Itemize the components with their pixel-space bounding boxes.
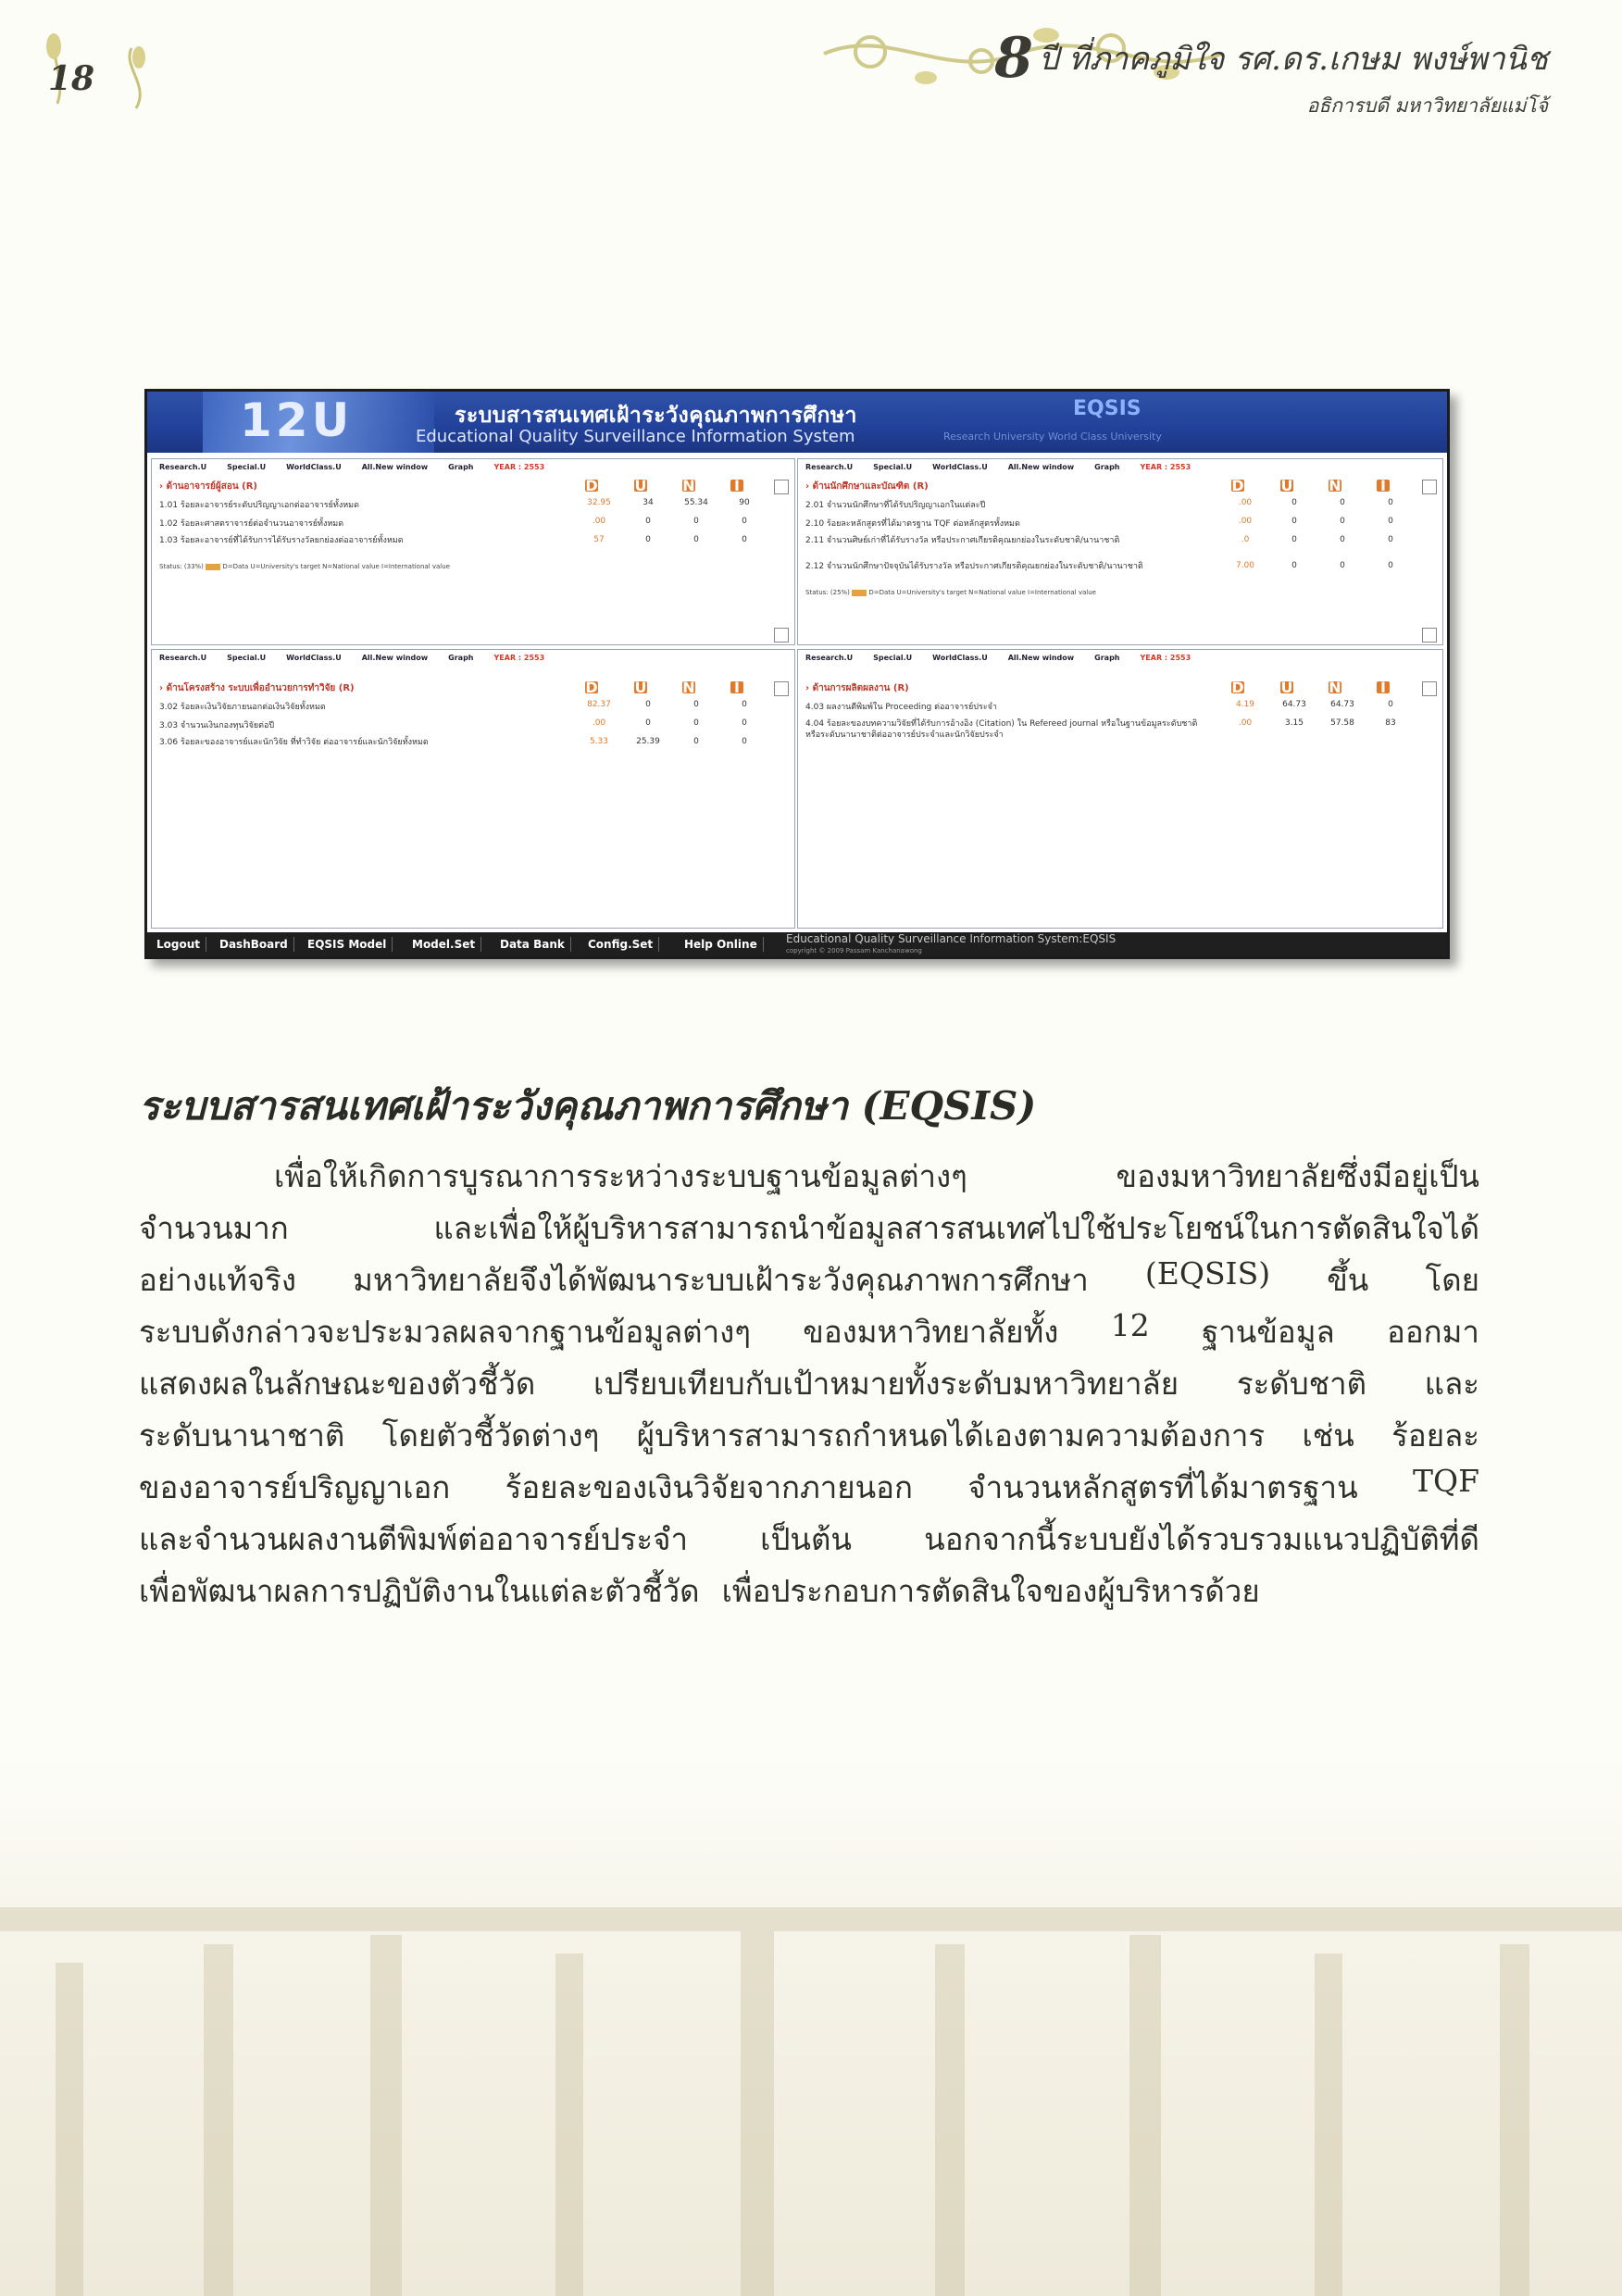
text-segment: มหาวิทยาลัยจึงได้พัฒนาระบบเฝ้าระวังคุณภาพการศึกษา — [353, 1262, 1089, 1298]
app-logo — [203, 392, 434, 453]
value-d: 57 — [593, 535, 605, 544]
indicator-row[interactable] — [805, 700, 1435, 713]
nav-help-online[interactable]: Help Online — [679, 937, 764, 952]
value-i: 0 — [1388, 700, 1393, 709]
value-i: 90 — [739, 498, 750, 507]
value-n: 64.73 — [1330, 700, 1354, 709]
status-legend — [159, 563, 450, 570]
column-badge-u: U — [1280, 679, 1293, 696]
value-u: 0 — [1291, 535, 1297, 544]
text-segment: เพื่อพัฒนาผลการปฏิบัติงานในแต่ละตัวชี้วัด — [139, 1573, 700, 1609]
value-n: 0 — [693, 700, 699, 709]
column-badge-d: D — [585, 477, 598, 494]
footer-copyright: copyright © 2009 Passam Kanchanawong — [786, 947, 922, 955]
indicator-panel — [797, 649, 1443, 929]
indicator-label: 2.10 ร้อยละหลักสูตรที่ได้มาตรฐาน TQF ต่อหลักสูตรทั้งหมด — [805, 519, 1020, 529]
indicator-row[interactable] — [805, 561, 1435, 574]
text-segment: (EQSIS) — [1144, 1255, 1271, 1292]
panel-checkbox[interactable] — [1422, 681, 1437, 696]
legend-text: D=Data U=University's target N=National value I=International value — [867, 589, 1096, 596]
paragraph-line — [139, 1255, 1479, 1304]
page-number: 18 — [48, 59, 95, 98]
value-n: 0 — [1340, 498, 1345, 507]
indicator-label: 2.01 จำนวนนักศึกษาที่ได้รับปริญญาเอกในแต่ละปี — [805, 501, 986, 510]
panel-checkbox[interactable] — [1422, 480, 1437, 494]
text-segment: ระบบดังกล่าวจะประมวลผลจากฐานข้อมูลต่างๆ — [139, 1314, 751, 1350]
panel-tab[interactable]: All.New window — [361, 654, 429, 662]
column-badge-i: I — [730, 480, 743, 492]
panel-tab-bar — [159, 463, 565, 471]
header-number: 8 — [994, 26, 1033, 91]
text-segment: เป็นต้น — [760, 1521, 852, 1557]
column-badge-i: I — [1377, 681, 1390, 693]
text-segment: อย่างแท้จริง — [139, 1262, 296, 1298]
value-i: 0 — [1388, 498, 1393, 507]
value-n: 0 — [693, 517, 699, 526]
panel-heading[interactable]: › ด้านการผลิตผลงาน (R) — [805, 683, 909, 693]
value-n: 0 — [1340, 561, 1345, 570]
indicator-row[interactable] — [159, 535, 787, 548]
panel-tab[interactable]: WorldClass.U — [286, 654, 342, 662]
text-segment: นอกจากนี้ระบบยังได้รวบรวมแนวปฏิบัติที่ดี — [924, 1521, 1479, 1557]
panel-heading[interactable]: › ด้านโครงสร้าง ระบบเพื่ออำนวยการทำวิจัย (R) — [159, 683, 355, 693]
status-bar — [852, 590, 867, 596]
indicator-panel — [151, 649, 795, 929]
value-u: 0 — [1291, 517, 1297, 526]
header-subtitle: อธิการบดี มหาวิทยาลัยแม่โจ้ — [1306, 94, 1548, 117]
value-u: 3.15 — [1284, 718, 1304, 728]
value-i: 0 — [742, 517, 747, 526]
indicator-label: 4.04 ร้อยละของบทความวิจัยที่ได้รับการอ้างอิง (Citation) ใน Refereed journal หรือในฐานข้อมูลระดับชาติ หรือระดับนานาชาติต่ออาจารย์ประจำและนักวิจัยประจำ — [805, 719, 1198, 740]
value-d: .00 — [1238, 718, 1253, 728]
app-title-english: Educational Quality Surveillance Information System — [416, 427, 855, 446]
legend-text: D=Data U=University's target N=National value I=International value — [220, 563, 450, 570]
column-badge-n: N — [682, 679, 695, 696]
value-u: 0 — [1291, 561, 1297, 570]
year-label: YEAR : 2553 — [1140, 654, 1192, 662]
header-title-text: ปี ที่ภาคภูมิใจ รศ.ดร.เกษม พงษ์พานิช — [1038, 41, 1548, 78]
indicator-row[interactable] — [805, 535, 1435, 548]
value-n: 55.34 — [684, 498, 708, 507]
value-d: 4.19 — [1235, 700, 1255, 709]
column-badge-d: D — [1231, 477, 1244, 494]
app-banner — [147, 392, 1447, 453]
value-n: 0 — [693, 737, 699, 746]
value-n: 0 — [1340, 517, 1345, 526]
paragraph-line — [139, 1515, 1479, 1564]
text-segment: ร้อยละ — [1391, 1417, 1479, 1454]
indicator-row[interactable] — [159, 737, 787, 750]
text-segment: ขึ้น — [1327, 1262, 1369, 1298]
text-segment: TQF — [1413, 1463, 1479, 1499]
value-i: 0 — [1388, 517, 1393, 526]
column-badge-n: N — [1329, 477, 1341, 494]
column-badge-u: U — [1280, 477, 1293, 494]
indicator-label: 2.11 จำนวนศิษย์เก่าที่ได้รับรางวัล หรือประกาศเกียรติคุณยกย่องในระดับชาติ/นานาชาติ — [805, 536, 1120, 545]
nav-eqsis-model[interactable]: EQSIS Model — [302, 937, 393, 952]
value-i: 0 — [742, 718, 747, 728]
eqsis-screenshot — [144, 389, 1450, 959]
bottom-nav-bar — [147, 932, 1447, 956]
value-u: 64.73 — [1282, 700, 1306, 709]
text-segment: ฐานข้อมูล — [1202, 1314, 1335, 1350]
indicator-label: 3.02 ร้อยละเงินวิจัยภายนอกต่อเงินวิจัยทั้งหมด — [159, 703, 326, 712]
text-segment: จำนวนมาก — [139, 1210, 289, 1246]
value-n: 57.58 — [1330, 718, 1354, 728]
text-segment: เปรียบเทียบกับเป้าหมายทั้งระดับมหาวิทยาลัย — [593, 1366, 1179, 1402]
footer-system-name: Educational Quality Surveillance Information System:EQSIS — [786, 932, 1117, 945]
value-i: 0 — [742, 737, 747, 746]
text-segment: และจำนวนผลงานตีพิมพ์ต่ออาจารย์ประจำ — [139, 1521, 688, 1557]
indicator-row[interactable] — [805, 718, 1435, 740]
indicator-row[interactable] — [805, 517, 1435, 530]
text-segment: ออกมา — [1387, 1314, 1479, 1350]
indicator-row[interactable] — [805, 498, 1435, 511]
value-u: 34 — [643, 498, 654, 507]
text-segment: ของมหาวิทยาลัยทั้ง — [803, 1314, 1059, 1350]
indicator-label: 2.12 จำนวนนักศึกษาปัจจุบันได้รับรางวัล หรือประกาศเกียรติคุณยกย่องในระดับชาติ/นานาชาติ — [805, 562, 1143, 571]
value-d: .00 — [592, 718, 606, 728]
header-title — [994, 26, 1548, 91]
text-segment: ของมหาวิทยาลัยซึ่งมีอยู่เป็น — [1116, 1158, 1479, 1194]
column-badge-d: D — [1231, 679, 1244, 696]
building-watermark — [0, 1907, 1622, 2296]
text-segment: 12 — [1110, 1307, 1150, 1343]
panel-tab[interactable]: Special.U — [873, 463, 913, 471]
value-n: 0 — [1340, 535, 1345, 544]
indicator-label: 1.01 ร้อยละอาจารย์ระดับปริญญาเอกต่ออาจารย์ทั้งหมด — [159, 501, 359, 510]
text-segment: เพื่อให้เกิดการบูรณาการระหว่างระบบฐานข้อมูลต่างๆ — [274, 1158, 967, 1194]
panel-tab[interactable]: Special.U — [873, 654, 913, 662]
value-n: 0 — [693, 718, 699, 728]
value-i: 0 — [742, 700, 747, 709]
panel-tab[interactable]: All.New window — [1007, 463, 1075, 471]
indicator-panel — [151, 458, 795, 645]
text-segment: ระดับชาติ — [1236, 1366, 1367, 1402]
value-d: 5.33 — [589, 737, 609, 746]
indicator-row[interactable] — [159, 700, 787, 713]
column-badge-d: D — [585, 679, 598, 696]
status-bar — [206, 564, 220, 570]
nav-config-set[interactable]: Config.Set — [582, 937, 659, 952]
column-badge-u: U — [634, 477, 647, 494]
panel-tab-bar — [805, 463, 1211, 471]
column-badge-i: I — [730, 681, 743, 693]
column-badge-u: U — [634, 679, 647, 696]
text-segment: ของอาจารย์ปริญญาเอก — [139, 1469, 451, 1505]
panel-tab[interactable]: Graph — [448, 463, 474, 471]
indicator-label: 3.06 ร้อยละของอาจารย์และนักวิจัย ที่ทำวิจัย ต่ออาจารย์และนักวิจัยทั้งหมด — [159, 738, 429, 747]
panel-tab-bar — [159, 654, 565, 662]
paragraph-line — [139, 1204, 1479, 1253]
text-segment: แสดงผลในลักษณะของตัวชี้วัด — [139, 1366, 536, 1402]
text-segment: ร้อยละของเงินวิจัยจากภายนอก — [505, 1469, 913, 1505]
panel-tab[interactable]: WorldClass.U — [932, 654, 988, 662]
eqsis-brand-sub: Research University World Class University — [943, 430, 1162, 443]
panel-tab[interactable]: Special.U — [227, 463, 267, 471]
indicator-panel — [797, 458, 1443, 645]
eqsis-brand: EQSIS — [1073, 397, 1142, 420]
text-segment: จำนวนหลักสูตรที่ได้มาตรฐาน — [967, 1469, 1358, 1505]
indicator-row[interactable] — [159, 718, 787, 731]
status-text: Status: (25%) — [805, 589, 853, 596]
value-n: 0 — [693, 535, 699, 544]
panel-tab[interactable]: Research.U — [805, 463, 854, 471]
panel-tab[interactable]: Special.U — [227, 654, 267, 662]
paragraph-line — [274, 1152, 1479, 1201]
panel-tab[interactable]: WorldClass.U — [932, 463, 988, 471]
panel-corner-checkbox[interactable] — [1422, 628, 1437, 643]
value-d: .00 — [1238, 498, 1253, 507]
indicator-row[interactable] — [159, 517, 787, 530]
value-u: 0 — [645, 700, 651, 709]
value-d: .0 — [1241, 535, 1250, 544]
text-segment: เพื่อประกอบการตัดสินใจของผู้บริหารด้วย — [721, 1573, 1260, 1609]
panel-tab[interactable]: Research.U — [805, 654, 854, 662]
year-label: YEAR : 2553 — [1140, 463, 1192, 471]
panel-tab[interactable]: Research.U — [159, 654, 207, 662]
value-u: 25.39 — [636, 737, 660, 746]
value-i: 0 — [1388, 535, 1393, 544]
panel-tab[interactable]: Graph — [448, 654, 474, 662]
paragraph-line — [139, 1307, 1479, 1356]
running-header — [994, 26, 1548, 121]
panel-tab[interactable]: Graph — [1094, 463, 1120, 471]
panel-tab[interactable]: Research.U — [159, 463, 207, 471]
nav-dashboard[interactable]: DashBoard — [214, 937, 294, 952]
panel-tab-bar — [805, 654, 1211, 662]
value-d: 82.37 — [587, 700, 611, 709]
value-i: 83 — [1385, 718, 1396, 728]
column-badge-n: N — [682, 477, 695, 494]
text-segment: เช่น — [1302, 1417, 1354, 1454]
text-segment: และ — [1424, 1366, 1479, 1402]
indicator-label: 1.03 ร้อยละอาจารย์ที่ได้รับการได้รับรางวัลยกย่องต่ออาจารย์ทั้งหมด — [159, 536, 404, 545]
panel-tab[interactable]: WorldClass.U — [286, 463, 342, 471]
value-i: 0 — [1388, 561, 1393, 570]
value-u: 0 — [645, 517, 651, 526]
value-d: 7.00 — [1235, 561, 1255, 570]
paragraph-line — [139, 1359, 1479, 1408]
value-u: 0 — [645, 718, 651, 728]
value-u: 0 — [645, 535, 651, 544]
panel-heading[interactable]: › ด้านนักศึกษาและบัณฑิต (R) — [805, 481, 929, 492]
indicator-label: 1.02 ร้อยละศาสตราจารย์ต่อจำนวนอาจารย์ทั้งหมด — [159, 519, 344, 529]
value-d: 32.95 — [587, 498, 611, 507]
indicator-label: 4.03 ผลงานตีพิมพ์ใน Proceeding ต่ออาจารย์ประจำ — [805, 703, 997, 712]
indicator-label: 3.03 จำนวนเงินกองทุนวิจัยต่อปี — [159, 721, 275, 730]
text-segment: โดยตัวชี้วัดต่างๆ — [381, 1417, 600, 1454]
panel-heading[interactable]: › ด้านอาจารย์ผู้สอน (R) — [159, 481, 258, 492]
status-text: Status: (33%) — [159, 563, 206, 570]
panel-corner-checkbox[interactable] — [774, 628, 789, 643]
article-title: ระบบสารสนเทศเฝ้าระวังคุณภาพการศึกษา (EQSIS) — [139, 1083, 1037, 1129]
paragraph-line — [139, 1566, 1479, 1616]
text-segment: ผู้บริหารสามารถกำหนดได้เองตามความต้องการ — [636, 1417, 1266, 1454]
column-badge-n: N — [1329, 679, 1341, 696]
indicator-row[interactable] — [159, 498, 787, 511]
value-u: 0 — [1291, 498, 1297, 507]
app-title-thai: ระบบสารสนเทศเฝ้าระวังคุณภาพการศึกษา — [455, 404, 857, 428]
panel-checkbox[interactable] — [774, 480, 789, 494]
nav-model-set[interactable]: Model.Set — [406, 937, 481, 952]
value-d: .00 — [592, 517, 606, 526]
year-label: YEAR : 2553 — [493, 463, 545, 471]
logo-text: 12U — [240, 393, 354, 447]
paragraph-line — [139, 1411, 1479, 1460]
column-badge-i: I — [1377, 480, 1390, 492]
value-i: 0 — [742, 535, 747, 544]
status-legend — [805, 589, 1096, 596]
panel-tab[interactable]: All.New window — [361, 463, 429, 471]
year-label: YEAR : 2553 — [493, 654, 545, 662]
nav-logout[interactable]: Logout — [151, 937, 206, 952]
text-segment: ระดับนานาชาติ — [139, 1417, 345, 1454]
panel-checkbox[interactable] — [774, 681, 789, 696]
value-d: .00 — [1238, 517, 1253, 526]
panel-tab[interactable]: All.New window — [1007, 654, 1075, 662]
nav-data-bank[interactable]: Data Bank — [494, 937, 571, 952]
text-segment: และเพื่อให้ผู้บริหารสามารถนำข้อมูลสารสนเทศไปใช้ประโยชน์ในการตัดสินใจได้ — [433, 1210, 1479, 1246]
paragraph-line — [139, 1463, 1479, 1512]
text-segment: โดย — [1425, 1262, 1479, 1298]
panel-tab[interactable]: Graph — [1094, 654, 1120, 662]
